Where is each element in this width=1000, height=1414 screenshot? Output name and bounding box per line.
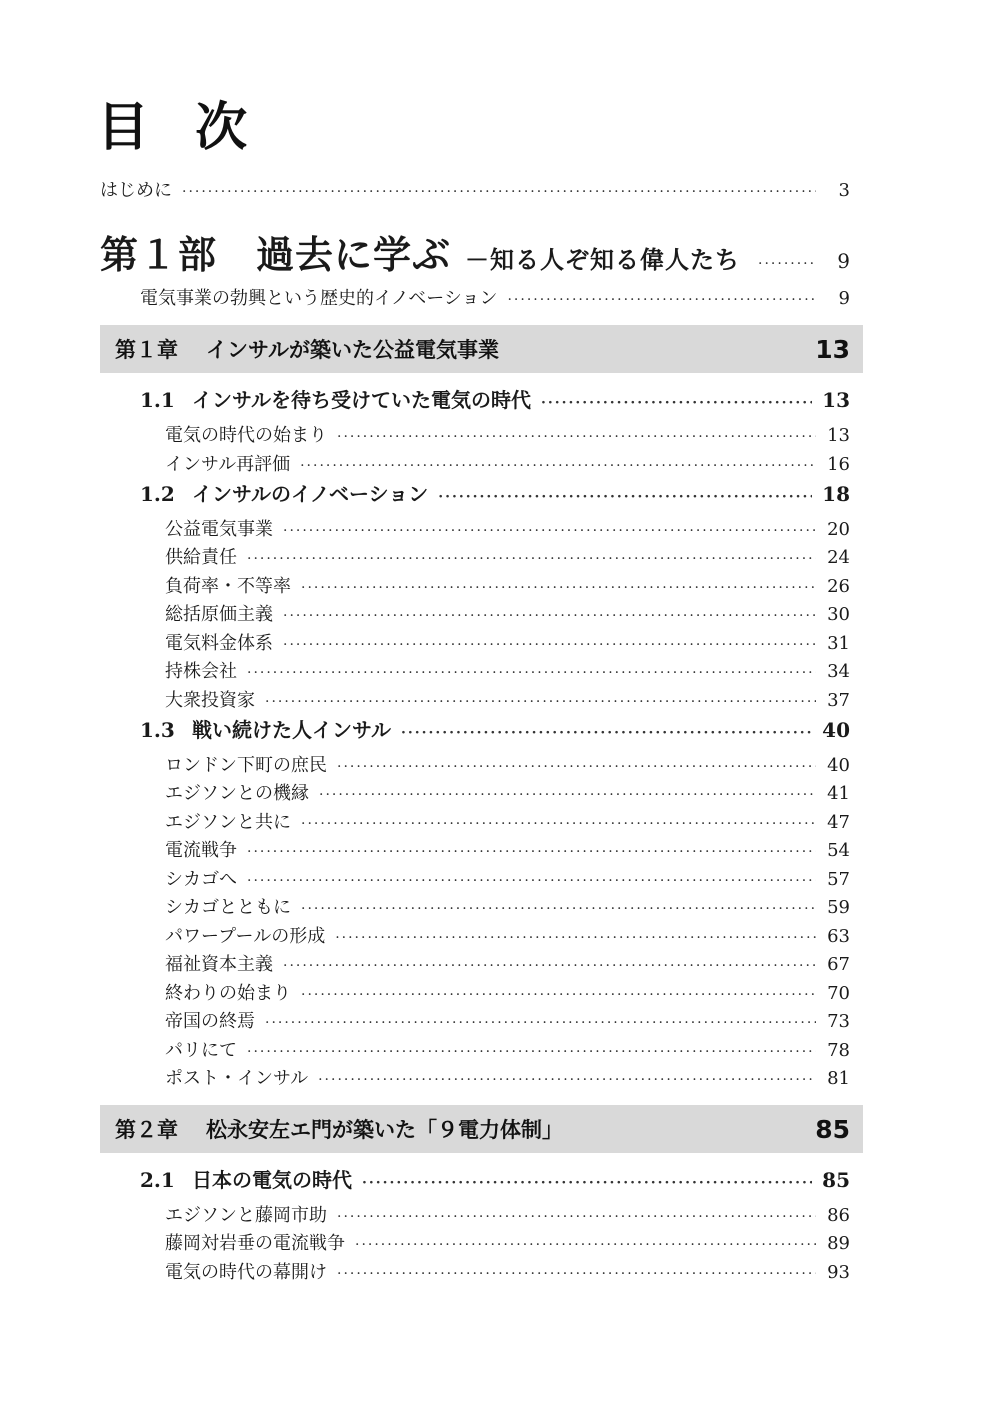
dot-leader [337, 429, 816, 445]
dot-leader [283, 637, 816, 653]
toc-entry-part-intro[interactable] [140, 284, 850, 310]
toc-entry[interactable] [165, 950, 850, 976]
entry-page: 73 [827, 1011, 850, 1032]
dot-leader [247, 1044, 816, 1060]
toc-entry[interactable] [165, 779, 850, 805]
dot-leader [283, 608, 816, 624]
entry-label: 持株会社 [165, 661, 237, 682]
entry-page: 89 [827, 1233, 850, 1254]
entry-page: 3 [838, 180, 850, 201]
section-title: インサルを待ち受けていた電気の時代 [192, 388, 531, 412]
dot-leader [300, 458, 816, 474]
entry-page: 57 [827, 869, 850, 890]
dot-leader [283, 958, 816, 974]
entry-label: 電気料金体系 [165, 633, 273, 654]
entry-label: 公益電気事業 [165, 519, 273, 540]
section-page: 13 [822, 388, 850, 412]
entry-label: 終わりの始まり [165, 983, 291, 1004]
dot-leader [507, 292, 816, 308]
section-number: 1.2 [140, 482, 175, 506]
dot-leader [355, 1237, 816, 1253]
toc-entry[interactable] [165, 600, 850, 626]
toc-entry[interactable] [165, 543, 850, 569]
section-page: 40 [822, 718, 850, 742]
section-label [140, 478, 428, 507]
entry-page: 24 [827, 547, 850, 568]
entry-label: ポスト・インサル [165, 1068, 309, 1089]
toc-entry[interactable] [165, 1007, 850, 1033]
toc-entry[interactable] [165, 751, 850, 777]
part-heading[interactable] [100, 224, 850, 279]
dot-leader [301, 816, 816, 832]
entry-page: 16 [827, 454, 850, 475]
toc-entry[interactable] [165, 1229, 850, 1255]
dot-leader [337, 759, 816, 775]
section-heading-2-1[interactable] [140, 1164, 850, 1193]
entry-label: ロンドン下町の庶民 [165, 755, 327, 776]
entry-label: 供給責任 [165, 547, 237, 568]
chapter-title: インサルが築いた公益電気事業 [206, 338, 499, 362]
section-title: 日本の電気の時代 [192, 1168, 352, 1192]
toc-entry[interactable] [165, 808, 850, 834]
entry-label: エジソンとの機縁 [165, 783, 309, 804]
section-label [140, 714, 391, 743]
toc-entry[interactable] [165, 1258, 850, 1284]
entry-label: 藤岡対岩垂の電流戦争 [165, 1233, 345, 1254]
toc-entry[interactable] [165, 1064, 850, 1090]
dot-leader [438, 489, 812, 505]
entry-label: 電気の時代の始まり [165, 425, 327, 446]
dot-leader [337, 1266, 816, 1282]
toc-entry[interactable] [165, 515, 850, 541]
dot-leader [265, 1015, 816, 1031]
toc-entry[interactable] [165, 657, 850, 683]
dot-leader [247, 665, 816, 681]
dot-leader [247, 551, 816, 567]
entry-label: はじめに [100, 180, 172, 201]
entry-page: 47 [827, 812, 850, 833]
dot-leader [362, 1175, 812, 1191]
dot-leader [182, 184, 816, 200]
entry-page: 40 [827, 755, 850, 776]
toc-entry-intro[interactable] [100, 176, 850, 202]
chapter-banner-1[interactable] [100, 325, 863, 373]
toc-entry[interactable] [165, 865, 850, 891]
section-page: 18 [822, 482, 850, 506]
section-number: 1.3 [140, 718, 175, 742]
dot-leader [335, 930, 816, 946]
entry-label: 電流戦争 [165, 840, 237, 861]
entry-page: 9 [838, 288, 850, 309]
entry-page: 30 [827, 604, 850, 625]
dot-leader [337, 1209, 816, 1225]
entry-label: 帝国の終焉 [165, 1011, 255, 1032]
entry-label: エジソンと共に [165, 812, 291, 833]
entry-label: 大衆投資家 [165, 690, 255, 711]
part-page: 9 [837, 249, 850, 273]
dot-leader [318, 1072, 816, 1088]
section-heading-1-2[interactable] [140, 478, 850, 507]
dot-leader [301, 580, 816, 596]
toc-entry[interactable] [165, 893, 850, 919]
chapter-page: 13 [815, 334, 850, 364]
toc-entry[interactable] [165, 1201, 850, 1227]
entry-page: 67 [827, 954, 850, 975]
chapter-banner-2[interactable] [100, 1105, 863, 1153]
part-label: 第１部 過去に学ぶ [100, 232, 452, 277]
page-title: 目 次 [97, 98, 262, 158]
toc-entry[interactable] [165, 629, 850, 655]
section-label [140, 384, 531, 413]
toc-entry[interactable] [165, 572, 850, 598]
section-label [140, 1164, 352, 1193]
entry-label: 負荷率・不等率 [165, 576, 291, 597]
toc-entry[interactable] [165, 421, 850, 447]
dot-leader [301, 987, 816, 1003]
section-title: 戦い続けた人インサル [192, 718, 391, 742]
entry-page: 93 [827, 1262, 850, 1283]
section-heading-1-3[interactable] [140, 714, 850, 743]
entry-label: 電気の時代の幕開け [165, 1262, 327, 1283]
entry-page: 86 [827, 1205, 850, 1226]
entry-page: 34 [827, 661, 850, 682]
section-heading-1-1[interactable] [140, 384, 850, 413]
entry-page: 70 [827, 983, 850, 1004]
entry-page: 26 [827, 576, 850, 597]
part-subtitle: －知る人ぞ知る偉人たち [465, 245, 741, 274]
entry-label: パワープールの形成 [165, 926, 326, 947]
entry-label: パリにて [165, 1040, 237, 1061]
entry-label: 電気事業の勃興という歴史的イノベーション [140, 288, 498, 309]
toc-entry[interactable] [165, 450, 850, 476]
chapter-label: 第２章 [115, 1118, 178, 1142]
section-number: 2.1 [140, 1168, 175, 1192]
dot-leader [401, 725, 812, 741]
entry-page: 13 [827, 425, 850, 446]
chapter-title: 松永安左エ門が築いた「９電力体制」 [206, 1118, 563, 1142]
entry-page: 63 [827, 926, 850, 947]
dot-leader [319, 787, 816, 803]
entry-label: シカゴへ [165, 869, 237, 890]
section-page: 85 [822, 1168, 850, 1192]
entry-page: 59 [827, 897, 850, 918]
section-title: インサルのイノベーション [192, 482, 429, 506]
entry-page: 78 [827, 1040, 850, 1061]
entry-page: 37 [827, 690, 850, 711]
entry-page: 41 [827, 783, 850, 804]
toc-entry[interactable] [165, 836, 850, 862]
toc-entry[interactable] [165, 1036, 850, 1062]
dot-leader [247, 873, 816, 889]
toc-entry[interactable] [165, 686, 850, 712]
entry-page: 31 [827, 633, 850, 654]
entry-label: エジソンと藤岡市助 [165, 1205, 327, 1226]
dot-leader [301, 901, 816, 917]
section-number: 1.1 [140, 388, 175, 412]
entry-page: 20 [827, 519, 850, 540]
entry-label: シカゴとともに [165, 897, 291, 918]
chapter-label: 第１章 [115, 338, 178, 362]
dot-leader [265, 694, 816, 710]
toc-entry[interactable] [165, 922, 850, 948]
toc-entry[interactable] [165, 979, 850, 1005]
chapter-page: 85 [815, 1114, 850, 1144]
dot-leader [247, 844, 816, 860]
entry-page: 54 [827, 840, 850, 861]
dot-leader [758, 256, 816, 272]
dot-leader [541, 395, 812, 411]
entry-label: 福祉資本主義 [165, 954, 273, 975]
entry-label: インサル再評価 [165, 454, 291, 475]
dot-leader [283, 523, 816, 539]
entry-label: 総括原価主義 [165, 604, 273, 625]
entry-page: 81 [827, 1068, 850, 1089]
